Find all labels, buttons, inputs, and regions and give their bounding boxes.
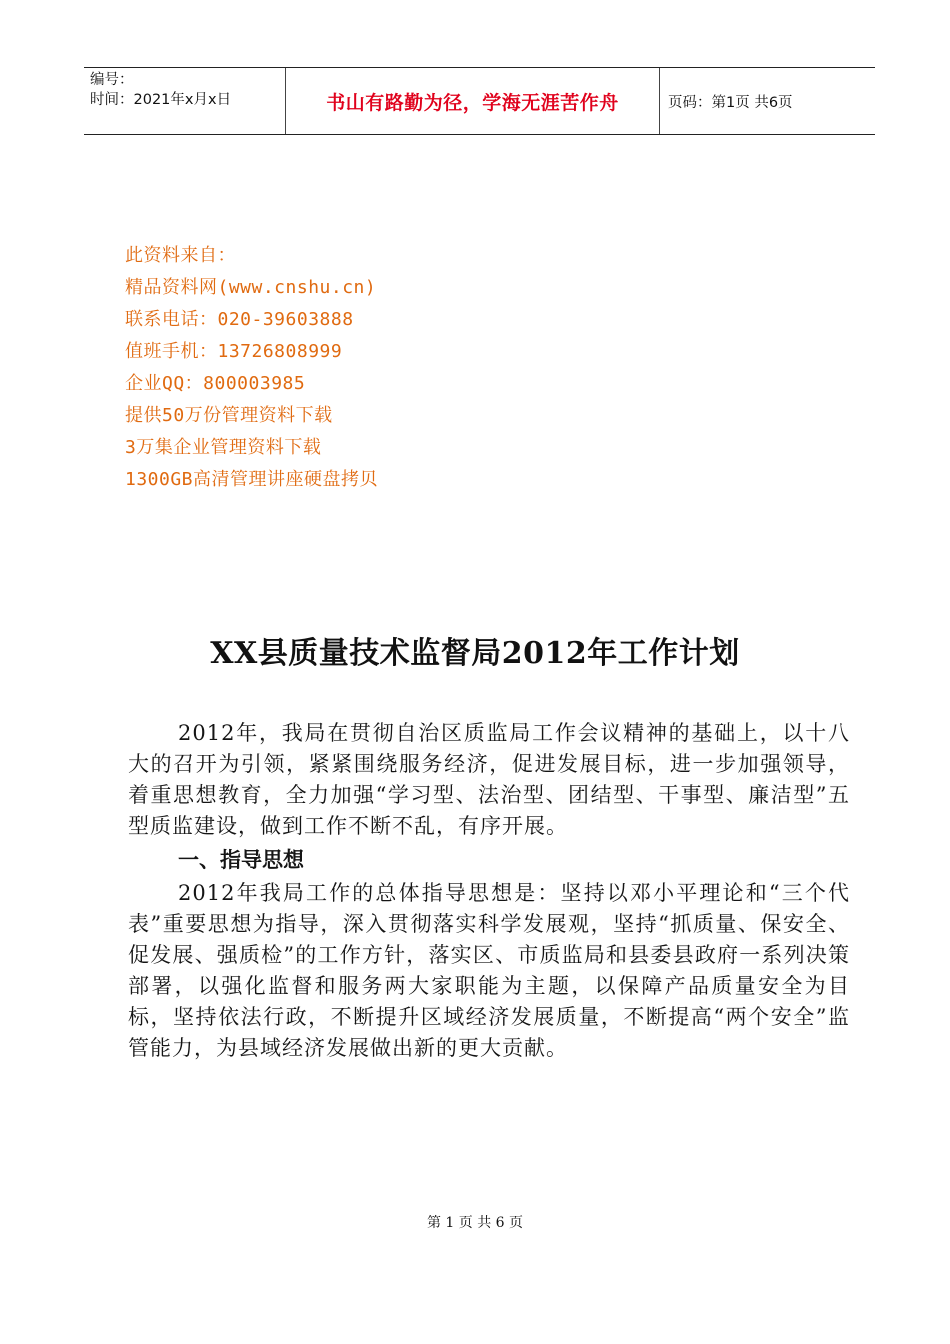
section-heading: 一、指导思想 <box>178 848 304 872</box>
source-info-block <box>125 240 378 496</box>
header-motto-cell <box>286 68 660 134</box>
source-line: 此资料来自： <box>125 245 236 266</box>
motto-text: 书山有路勤为径，学海无涯苦作舟 <box>326 91 619 114</box>
serial-number-label: 编号： <box>90 72 134 88</box>
section-paragraph: 2012年我局工作的总体指导思想是：坚持以邓小平理论和“三个代表”重要思想为指导，深入贯彻落实科学发展观，坚持“抓质量、保安全、促发展、强质检”的工作方针，落实区、市质监局和县委县政府一系列决策部署，以强化监督和服务两大家职能为主题，以保障产品质量安全为目标，坚持依法行政，不断提升区域经济发展质量，不断提高“两个安全”监管能力，为县域经济发展做出新的更大贡献。 <box>128 881 850 1060</box>
source-offer-line: 提供50万份管理资料下载 <box>125 405 333 426</box>
source-offer-line: 3万集企业管理资料下载 <box>125 437 322 458</box>
header-meta-cell <box>84 68 286 134</box>
document-header <box>84 67 875 135</box>
intro-paragraph: 2012年，我局在贯彻自治区质监局工作会议精神的基础上，以十八大的召开为引领，紧紧围绕服务经济，促进发展目标，进一步加强领导，着重思想教育，全力加强“学习型、法治型、团结型、干事型、廉洁型”五型质监建设，做到工作不断不乱，有序开展。 <box>128 721 850 838</box>
document-body <box>128 718 850 1064</box>
source-mobile-line: 值班手机：13726808999 <box>125 341 343 362</box>
page-footer: 第 1 页 共 6 页 <box>426 1215 524 1231</box>
date-label: 时间：2021年x月x日 <box>90 92 232 108</box>
page-number-label: 页码：第1页 共6页 <box>668 94 793 111</box>
source-qq-line: 企业QQ：800003985 <box>125 373 306 394</box>
source-phone-line: 联系电话：020-39603888 <box>125 309 354 330</box>
document-title: XX县质量技术监督局2012年工作计划 <box>210 636 740 671</box>
source-website-line: 精品资料网(www.cnshu.cn) <box>125 277 377 298</box>
source-offer-line: 1300GB高清管理讲座硬盘拷贝 <box>125 469 379 490</box>
header-page-cell <box>660 68 875 134</box>
